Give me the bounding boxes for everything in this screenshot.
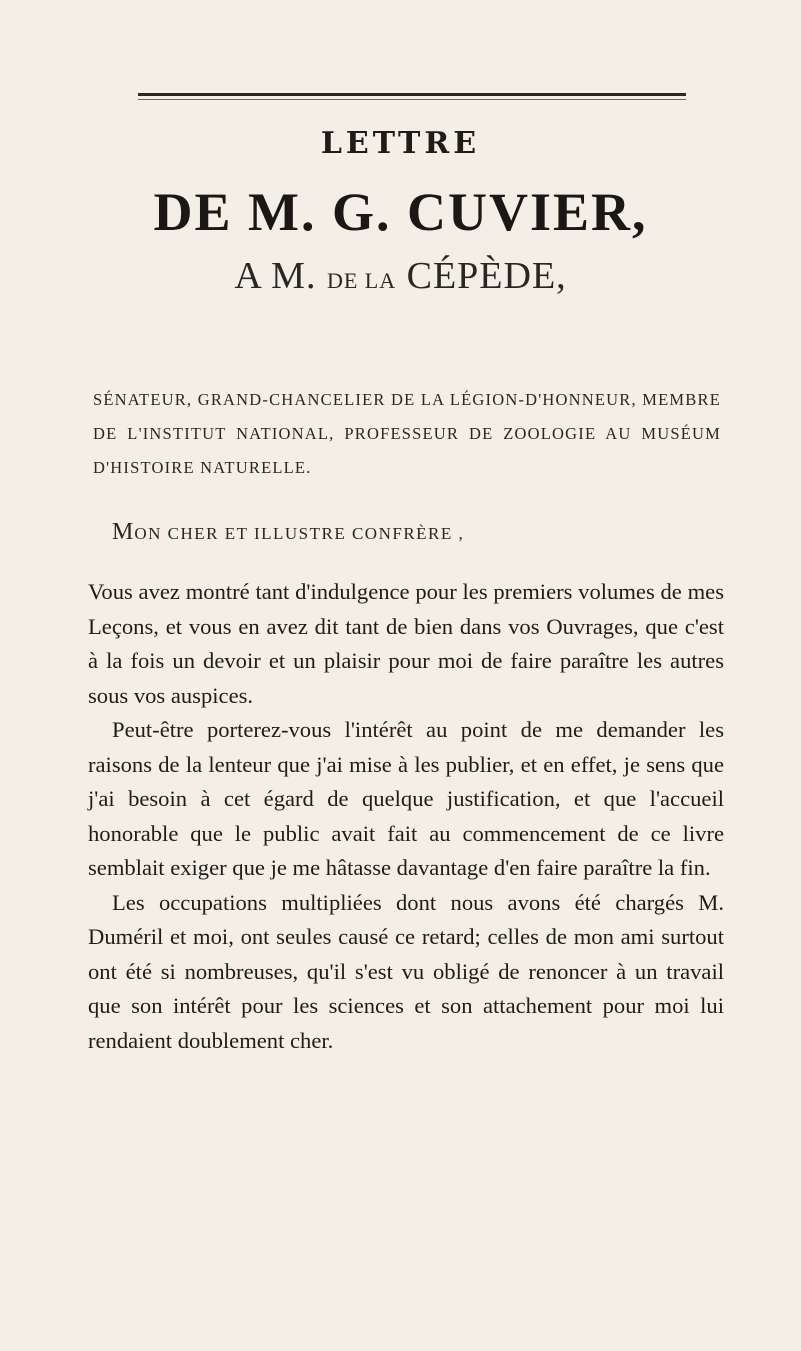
paragraph: Peut-être porterez-vous l'intérêt au point de me demander les raisons de la lenteur que j'ai mise à les publier, et en effet, je sens que j'ai besoin à cet égard de quelque justification, et que l'accueil honorable que le public avait fait au commencement de ce livre semblait exiger que je me hâtasse davantage d'en faire paraître la fin. [88, 717, 724, 880]
recipient-name: CÉPÈDE, [406, 255, 567, 297]
recipient-particle: DE LA [326, 268, 397, 293]
header-rule [138, 93, 686, 96]
title-author: DE M. G. CUVIER, [153, 182, 648, 242]
recipient-titles: SÉNATEUR, GRAND-CHANCELIER DE LA LÉGION-D'HONNEUR, MEMBRE DE L'INSTITUT NATIONAL, PROFESSEUR DE ZOOLOGIE AU MUSÉUM D'HISTOIRE NATURELLE. [93, 390, 721, 477]
recipient-prefix: A M. [234, 255, 317, 297]
paragraph: Les occupations multipliées dont nous avons été chargés M. Duméril et moi, ont seules causé ce retard; celles de mon ami surtout ont été si nombreuses, qu'il s'est vu obligé de renoncer à un travail que son intérêt pour les sciences et son attachement pour moi lui rendaient doublement cher. [88, 889, 724, 1053]
title-lettre: LETTRE [320, 126, 481, 161]
letter-body [88, 575, 724, 1058]
title-recipient [0, 254, 801, 298]
salutation-initial: M [112, 519, 135, 545]
paragraph: Vous avez montré tant d'indulgence pour les premiers volumes de mes Leçons, et vous en avez dit tant de bien dans vos Ouvrages, que c'est à la fois un devoir et un plaisir pour moi de faire paraître les autres sous vos auspices. [88, 579, 724, 708]
salutation [112, 519, 712, 546]
salutation-text: ON CHER ET ILLUSTRE CONFRÈRE , [134, 524, 465, 543]
